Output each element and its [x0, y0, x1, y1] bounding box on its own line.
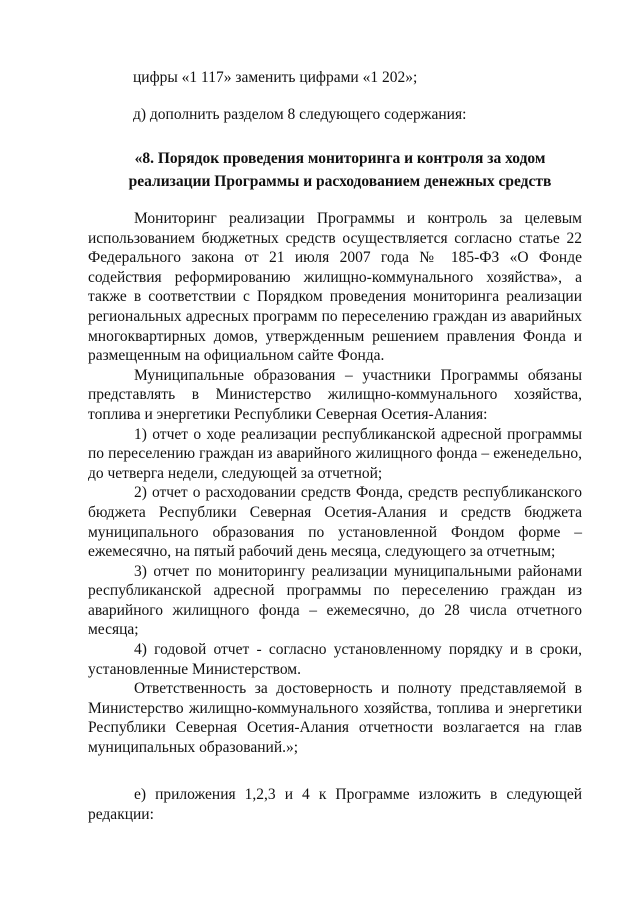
paragraph-report-3: 3) отчет по мониторингу реализации муниципальными районами республиканской адресной программы по переселению граждан из аварийного жилищного фонда – ежемесячно, до 28 числа отчетного месяца; [88, 562, 582, 639]
paragraph-report-1: 1) отчет о ходе реализации республиканской адресной программы по переселению граждан из аварийного жилищного фонда – еженедельно, до четверга недели, следующей за отчетной; [88, 425, 582, 482]
paragraph-report-4: 4) годовой отчет - согласно установленному порядку и в сроки, установленные Министерством. [88, 641, 582, 678]
paragraph-responsibility: Ответственность за достоверность и полноту представляемой в Министерство жилищно-коммунального хозяйства, топлива и энергетики Республики Северная Осетия-Алания отчетности возлагается на глав муниципальных образований.»; [88, 680, 582, 757]
paragraph-monitoring: Мониторинг реализации Программы и контроль за целевым использованием бюджетных средств осуществляется согласно статье 22 Федерального закона от 21 июля 2007 года № 185-ФЗ «О Фонде содействия реформированию жилищно-коммунального хозяйства», а также в соответствии с Порядком проведения мониторинга реализации региональных адресных программ по переселению граждан из аварийных многоквартирных домов, утвержденным решением правления Фонда и размещенным на официальном сайте Фонда. [88, 210, 582, 365]
amendment-item-e: е) приложения 1,2,3 и 4 к Программе изложить в следующей редакции: [88, 786, 582, 823]
paragraph-municipal-obligations: Муниципальные образования – участники Программы обязаны представлять в Министерство жилищно-коммунального хозяйства, топлива и энергетики Республики Северная Осетия-Алания: [88, 366, 582, 423]
amendment-item-c: цифры «1 117» заменить цифрами «1 202»; [133, 69, 418, 86]
paragraph-report-2: 2) отчет о расходовании средств Фонда, средств республиканского бюджета Республики Северная Осетия-Алания и средств бюджета муниципального образования по установленной Фондом форме – ежемесячно, на пятый рабочий день месяца, следующего за отчетным; [88, 484, 582, 561]
section-8-heading [100, 147, 580, 193]
section-8-body [88, 209, 582, 758]
amendment-item-d: д) дополнить разделом 8 следующего содержания: [133, 106, 467, 123]
section-heading-line-1: «8. Порядок проведения мониторинга и контроля за ходом [134, 150, 546, 167]
section-heading-line-2: реализации Программы и расходованием денежных средств [128, 173, 552, 190]
